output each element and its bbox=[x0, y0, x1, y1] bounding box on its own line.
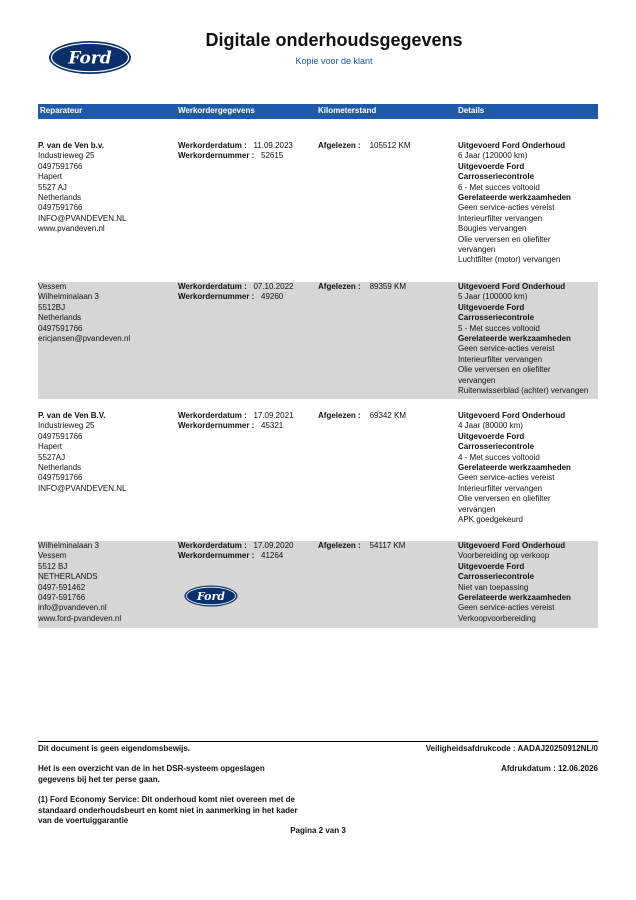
repairer-cell bbox=[38, 411, 173, 494]
repairer-line: NETHERLANDS bbox=[38, 572, 98, 582]
repairer-line: Industrieweg 25 bbox=[38, 151, 95, 161]
repairer-line: Wilhelminalaan 3 bbox=[38, 292, 99, 302]
detail-line: Uitgevoerd Ford Onderhoud bbox=[458, 411, 566, 420]
detail-line: vervangen bbox=[458, 375, 496, 385]
repairer-line: Vessem bbox=[38, 551, 67, 561]
ford-logo-text: Ford bbox=[68, 48, 112, 69]
detail-line: APK goedgekeurd bbox=[458, 515, 523, 525]
detail-line: Carrosseriecontrole bbox=[458, 313, 535, 323]
work-order-date: 17.09.2020 bbox=[253, 541, 294, 550]
economy-service-note bbox=[38, 795, 298, 827]
mileage-value: 89359 KM bbox=[369, 282, 407, 291]
overview-line: Het is een overzicht van de in het DSR-systeem opgeslagen bbox=[38, 764, 265, 773]
detail-line: Olie verversen en oliefilter bbox=[458, 365, 551, 375]
detail-line: Uitgevoerde Ford bbox=[458, 561, 525, 571]
repairer-line: Netherlands bbox=[38, 313, 82, 323]
mileage-cell bbox=[318, 411, 455, 421]
detail-line: Olie verversen en oliefilter bbox=[458, 234, 551, 244]
overview-line: gegevens bij het ter perse gaan. bbox=[38, 774, 160, 784]
mileage-cell bbox=[318, 282, 455, 292]
detail-line: Geen service-acties vereist bbox=[458, 473, 555, 483]
repairer-line: www.ford-pvandeven.nl bbox=[38, 613, 122, 623]
ford-logo-text: Ford bbox=[196, 590, 226, 603]
note-line: (1) Ford Economy Service: Dit onderhoud komt niet overeen met de bbox=[38, 795, 295, 804]
mileage-label: Afgelezen : bbox=[318, 141, 361, 150]
detail-line: Gerelateerde werkzaamheden bbox=[458, 334, 571, 344]
repairer-line: 0497591766 bbox=[38, 161, 83, 171]
details-cell bbox=[458, 411, 600, 525]
repairer-line: 5512 BJ bbox=[38, 561, 68, 571]
mileage-value: 54117 KM bbox=[369, 541, 406, 550]
details-cell bbox=[458, 141, 600, 266]
page-title: Digitale onderhoudsgegevens bbox=[205, 30, 463, 50]
footer-divider bbox=[38, 741, 598, 742]
repairer-line: 5527AJ bbox=[38, 452, 66, 462]
repairer-line: Hapert bbox=[38, 172, 63, 182]
work-order-number-label: Werkordernummer : bbox=[178, 551, 255, 561]
repairer-cell bbox=[38, 282, 173, 344]
detail-line: Uitgevoerd Ford Onderhoud bbox=[458, 541, 566, 550]
repairer-line: INFO@PVANDEVEN.NL bbox=[38, 213, 127, 223]
detail-line: 4 Jaar (80000 km) bbox=[458, 421, 523, 431]
page-subtitle: Kopie voor de klant bbox=[295, 56, 373, 66]
work-order-cell bbox=[178, 282, 315, 303]
table-row bbox=[38, 411, 598, 528]
mileage-cell bbox=[318, 541, 455, 551]
detail-line: vervangen bbox=[458, 504, 496, 514]
detail-line: Interieurfilter vervangen bbox=[458, 354, 543, 364]
repairer-line: 0497591766 bbox=[38, 473, 83, 483]
work-order-date-label: Werkorderdatum : bbox=[178, 411, 247, 420]
column-header-mileage: Kilometerstand bbox=[318, 106, 377, 115]
column-header-details: Details bbox=[458, 106, 485, 115]
mileage-cell bbox=[318, 141, 455, 151]
column-header-work-order: Werkordergegevens bbox=[178, 106, 255, 115]
mileage-label: Afgelezen : bbox=[318, 541, 361, 550]
repairer-line: Industrieweg 25 bbox=[38, 421, 95, 431]
detail-line: Uitgevoerd Ford Onderhoud bbox=[458, 282, 566, 291]
detail-line: Ruitenwisserblad (achter) vervangen bbox=[458, 386, 589, 396]
work-order-date-label: Werkorderdatum : bbox=[178, 141, 247, 150]
column-header-repairer: Reparateur bbox=[40, 106, 83, 115]
detail-line: Carrosseriecontrole bbox=[458, 442, 535, 452]
note-line: van de voertuiggarantie bbox=[38, 816, 129, 825]
work-order-number-label: Werkordernummer : bbox=[178, 292, 255, 302]
ford-logo bbox=[184, 585, 238, 607]
repairer-line: www.pvandeven.nl bbox=[38, 224, 105, 234]
page-number: Pagina 2 van 3 bbox=[290, 826, 346, 835]
repairer-line: Wilhelminalaan 3 bbox=[38, 541, 99, 550]
repairer-cell bbox=[38, 141, 173, 235]
detail-line: Interieurfilter vervangen bbox=[458, 213, 543, 223]
work-order-cell bbox=[178, 141, 315, 162]
detail-line: Niet van toepassing bbox=[458, 582, 529, 592]
mileage-value: 69342 KM bbox=[369, 411, 407, 420]
detail-line: Luchtfilter (motor) vervangen bbox=[458, 255, 561, 265]
work-order-date: 07.10.2022 bbox=[253, 282, 294, 291]
note-line: standaard onderhoudsbeurt en komt niet in aanmerking in het kader bbox=[38, 805, 298, 815]
repairer-line: 0497-591462 bbox=[38, 582, 86, 592]
work-order-date: 17.09.2021 bbox=[253, 411, 294, 420]
repairer-line: 0497591766 bbox=[38, 323, 83, 333]
detail-line: Uitgevoerd Ford Onderhoud bbox=[458, 141, 566, 150]
repairer-line: ericjansen@pvandeven.nl bbox=[38, 334, 131, 344]
disclaimer: Dit document is geen eigendomsbewijs. bbox=[38, 744, 191, 753]
work-order-cell bbox=[178, 411, 315, 432]
repairer-line: 0497591766 bbox=[38, 431, 83, 441]
detail-line: Olie verversen en oliefilter bbox=[458, 494, 551, 504]
detail-line: Gerelateerde werkzaamheden bbox=[458, 463, 571, 473]
work-order-number: 52615 bbox=[261, 151, 284, 161]
repairer-name: P. van de Ven B.V. bbox=[38, 411, 106, 420]
repairer-name: P. van de Ven b.v. bbox=[38, 141, 104, 150]
repairer-line: INFO@PVANDEVEN.NL bbox=[38, 483, 127, 493]
detail-line: 5 - Met succes voltooid bbox=[458, 323, 540, 333]
work-order-number: 41264 bbox=[261, 551, 284, 561]
detail-line: Geen service-acties vereist bbox=[458, 603, 555, 613]
table-header bbox=[38, 104, 598, 119]
work-order-date-label: Werkorderdatum : bbox=[178, 541, 247, 550]
work-order-number: 45321 bbox=[261, 421, 284, 431]
detail-line: 6 Jaar (120000 km) bbox=[458, 151, 528, 161]
mileage-value: 105512 KM bbox=[369, 141, 411, 150]
repairer-line: info@pvandeven.nl bbox=[38, 603, 107, 613]
table-row bbox=[38, 141, 598, 269]
repairer-line: 0497591766 bbox=[38, 203, 83, 213]
detail-line: Uitgevoerde Ford bbox=[458, 161, 525, 171]
work-order-date-label: Werkorderdatum : bbox=[178, 282, 247, 291]
mileage-label: Afgelezen : bbox=[318, 411, 361, 420]
repairer-line: 5527 AJ bbox=[38, 182, 67, 192]
detail-line: Gerelateerde werkzaamheden bbox=[458, 593, 571, 603]
repairer-line: Netherlands bbox=[38, 193, 82, 203]
repairer-line: Vessem bbox=[38, 282, 67, 291]
detail-line: 4 - Met succes voltooid bbox=[458, 452, 540, 462]
detail-line: Carrosseriecontrole bbox=[458, 572, 535, 582]
detail-line: 6 - Met succes voltooid bbox=[458, 182, 540, 192]
overview-text bbox=[38, 764, 265, 785]
detail-line: Verkoopvoorbereiding bbox=[458, 613, 536, 623]
detail-line: Geen service-acties vereist bbox=[458, 344, 555, 354]
mileage-label: Afgelezen : bbox=[318, 282, 361, 291]
repairer-cell bbox=[38, 541, 173, 624]
table-row bbox=[38, 541, 598, 628]
detail-line: Voorbereiding op verkoop bbox=[458, 551, 550, 561]
work-order-number: 49260 bbox=[261, 292, 284, 302]
work-order-number-label: Werkordernummer : bbox=[178, 151, 255, 161]
detail-line: 5 Jaar (100000 km) bbox=[458, 292, 528, 302]
repairer-line: 0497-591766 bbox=[38, 593, 86, 603]
details-cell bbox=[458, 541, 600, 624]
detail-line: Carrosseriecontrole bbox=[458, 172, 535, 182]
detail-line: Uitgevoerde Ford bbox=[458, 302, 525, 312]
detail-line: vervangen bbox=[458, 245, 496, 255]
repairer-line: Netherlands bbox=[38, 463, 82, 473]
work-order-cell bbox=[178, 541, 315, 562]
detail-line: Gerelateerde werkzaamheden bbox=[458, 193, 571, 203]
work-order-date: 11.09.2023 bbox=[253, 141, 293, 150]
table-row bbox=[38, 282, 598, 399]
detail-line: Interieurfilter vervangen bbox=[458, 483, 543, 493]
detail-line: Uitgevoerde Ford bbox=[458, 431, 525, 441]
print-date: Afdrukdatum : 12.06.2026 bbox=[501, 764, 598, 773]
repairer-line: Hapert bbox=[38, 442, 63, 452]
repairer-line: 5512BJ bbox=[38, 302, 66, 312]
detail-line: Geen service-acties vereist bbox=[458, 203, 555, 213]
detail-line: Bougies vervangen bbox=[458, 224, 527, 234]
security-code: Veiligheidsafdrukcode : AADAJ20250912NL/0 bbox=[425, 744, 598, 753]
work-order-number-label: Werkordernummer : bbox=[178, 421, 255, 431]
details-cell bbox=[458, 282, 600, 396]
